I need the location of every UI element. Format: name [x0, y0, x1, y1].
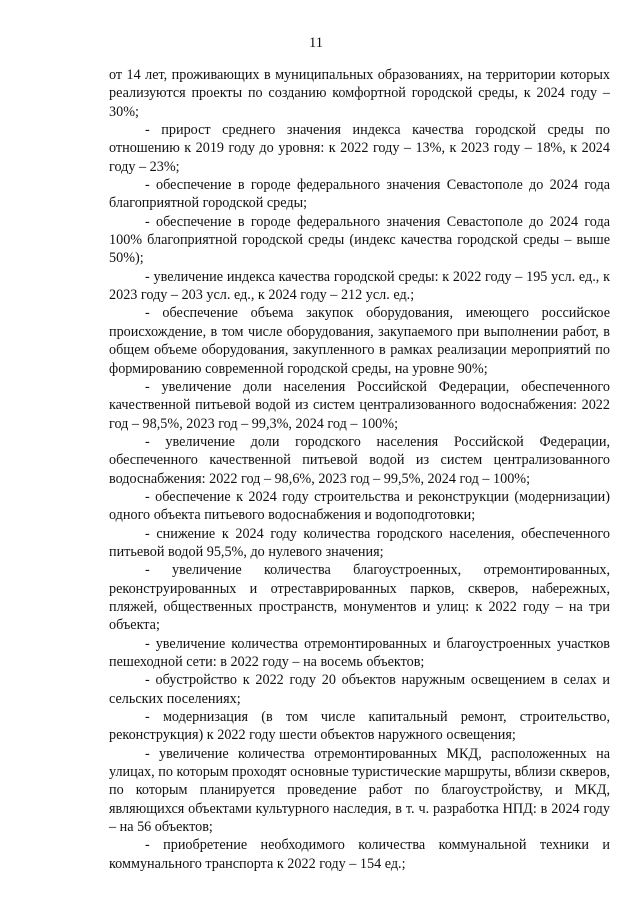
list-item: - обеспечение в городе федерального значения Севастополе до 2024 года 100% благоприятной городской среды (индекс качества городской среды – выше 50%); [109, 213, 610, 267]
page-number: 11 [309, 35, 323, 51]
list-item: - обеспечение в городе федерального значения Севастополе до 2024 года благоприятной городской среды; [109, 177, 610, 212]
list-item: - увеличение количества отремонтированных МКД, расположенных на улицах, по которым проходят основные туристические маршруты, вблизи скверов, по которым планируется проведение работ по благоустройству, и МКД, являющихся объектами культурного наследия, в т. ч. разработка НПД: в 2024 году – на 56 объектов; [109, 745, 610, 836]
list-item: - увеличение доли городского населения Российской Федерации, обеспеченного качественной питьевой водой из систем централизованного водоснабжения: 2022 год – 98,6%, 2023 год – 99,5%, 2024 год – 100%; [109, 433, 610, 487]
list-item: - приобретение необходимого количества коммунальной техники и коммунального транспорта к 2022 году – 154 ед.; [109, 837, 610, 872]
document-body [109, 66, 610, 873]
list-item: - обеспечение к 2024 году строительства и реконструкции (модернизации) одного объекта питьевого водоснабжения и водоподготовки; [109, 488, 610, 524]
list-item: - увеличение доли населения Российской Федерации, обеспеченного качественной питьевой водой из систем централизованного водоснабжения: 2022 год – 98,5%, 2023 год – 99,3%, 2024 год – 100%; [109, 378, 610, 432]
list-item: - обеспечение объема закупок оборудования, имеющего российское происхождение, в том числе оборудования, закупаемого при выполнении работ, в общем объеме оборудования, закупленного в рамках реализации мероприятий по формированию современной городской среды, на уровне 90%; [109, 305, 610, 377]
list-item: - увеличение индекса качества городской среды: к 2022 году – 195 усл. ед., к 2023 году – 203 усл. ед., к 2024 году – 212 усл. ед.; [109, 268, 610, 304]
list-item: - обустройство к 2022 году 20 объектов наружным освещением в селах и сельских поселениях; [109, 672, 610, 707]
list-item: - увеличение количества отремонтированных и благоустроенных участков пешеходной сети: в 2022 году – на восемь объектов; [109, 635, 610, 670]
list-item: - увеличение количества благоустроенных, отремонтированных, реконструированных и отреставрированных парков, скверов, набережных, пляжей, общественных пространств, монументов и улиц: к 2022 году – на три объекта; [109, 562, 610, 634]
list-item: - прирост среднего значения индекса качества городской среды по отношению к 2019 году до уровня: к 2022 году – 13%, к 2023 году – 18%, к 2024 году – 23%; [109, 122, 610, 175]
list-item: - снижение к 2024 году количества городского населения, обеспеченного питьевой водой 95,5%, до нулевого значения; [109, 525, 610, 560]
list-item: - модернизация (в том числе капитальный ремонт, строительство, реконструкция) к 2022 году шести объектов наружного освещения; [109, 709, 610, 744]
paragraph-continuation: от 14 лет, проживающих в муниципальных образованиях, на территории которых реализуются проекты по созданию комфортной городской среды, к 2024 году – 30%; [109, 67, 610, 120]
